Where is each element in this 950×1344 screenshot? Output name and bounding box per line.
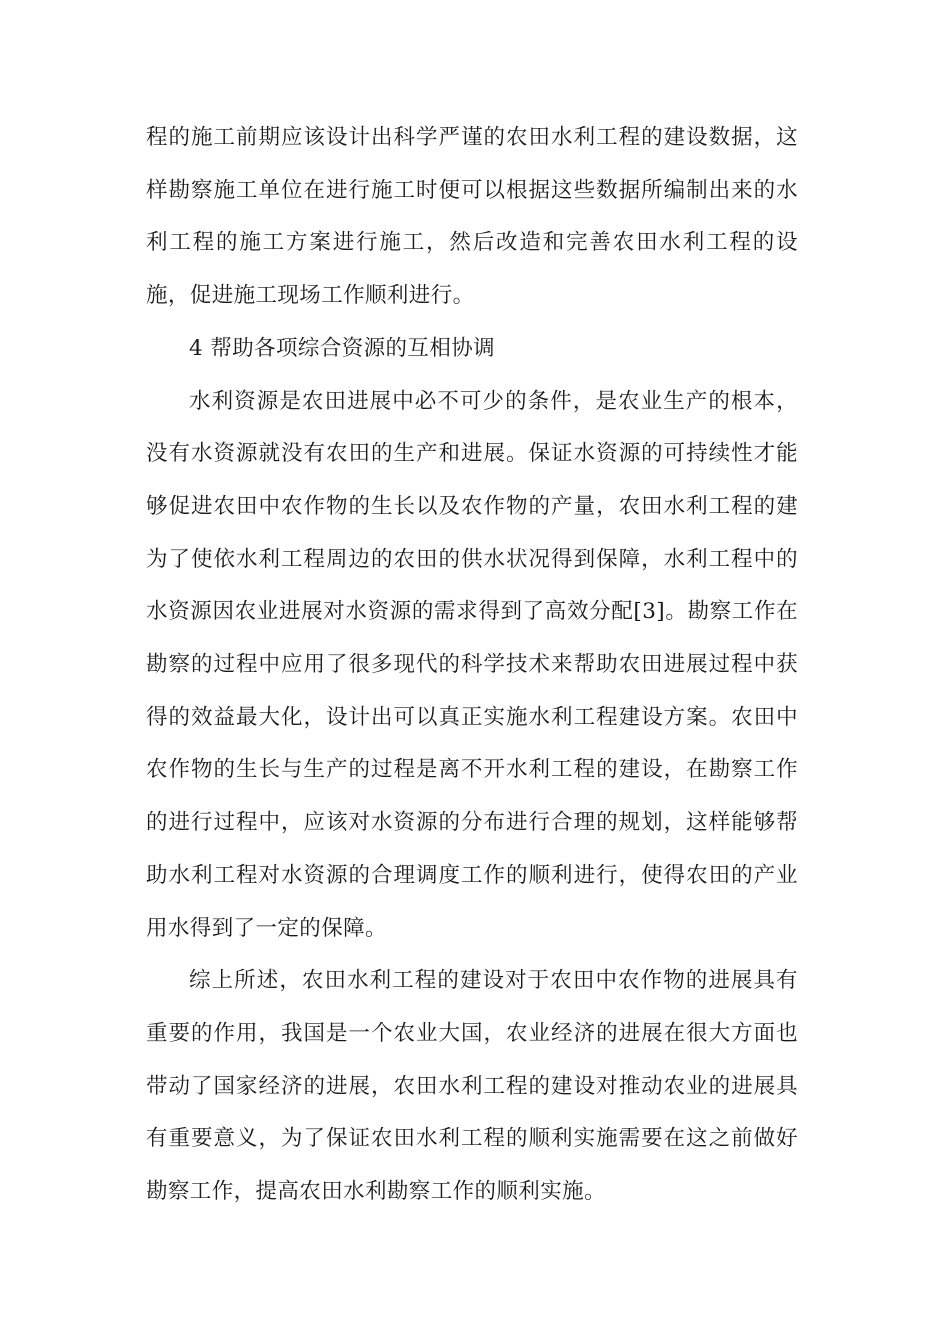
paragraph-continuation: 程的施工前期应该设计出科学严谨的农田水利工程的建设数据，这样勘察施工单位在进行施工时便可以根据这些数据所编制出来的水利工程的施工方案进行施工，然后改造和完善农田水利工程的设施，促进施工现场工作顺利进行。	[146, 125, 798, 309]
paragraph-conclusion: 综上所述，农田水利工程的建设对于农田中农作物的进展具有重要的作用，我国是一个农业大国，农业经济的进展在很大方面也带动了国家经济的进展，农田水利工程的建设对推动农业的进展具有重要意义，为了保证农田水利工程的顺利实施需要在这之前做好勘察工作，提高农田水利勘察工作的顺利实施。	[146, 968, 798, 1205]
paragraph-water-resources: 水利资源是农田进展中必不可少的条件，是农业生产的根本，没有水资源就没有农田的生产和进展。保证水资源的可持续性才能够促进农田中农作物的生长以及农作物的产量，农田水利工程的建为了使依水利工程周边的农田的供水状况得到保障，水利工程中的水资源因农业进展对水资源的需求得到了高效分配[3]。勘察工作在勘察的过程中应用了很多现代的科学技术来帮助农田进展过程中获得的效益最大化，设计出可以真正实施水利工程建设方案。农田中农作物的生长与生产的过程是离不开水利工程的建设，在勘察工作的进行过程中，应该对水资源的分布进行合理的规划，这样能够帮助水利工程对水资源的合理调度工作的顺利进行，使得农田的产业用水得到了一定的保障。	[146, 388, 798, 941]
section-heading: 4 帮助各项综合资源的互相协调	[189, 335, 496, 361]
document-body	[146, 112, 798, 1219]
